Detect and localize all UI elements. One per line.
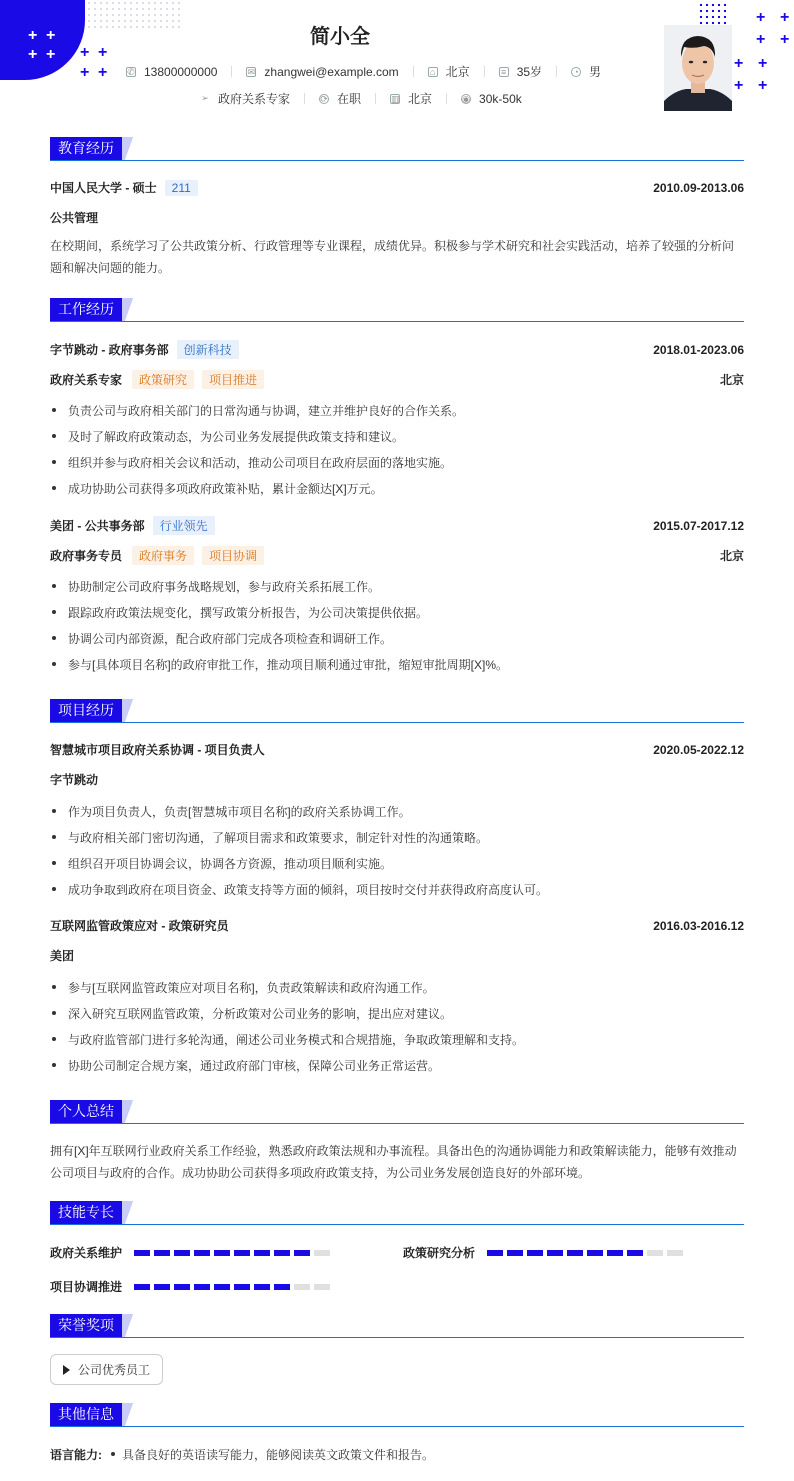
skill-level-bar bbox=[134, 1284, 334, 1290]
job-bullet: 协助制定公司政府事务战略规划，参与政府关系拓展工作。 bbox=[50, 578, 744, 595]
building-icon: ▥ bbox=[391, 93, 400, 104]
section-title-tail bbox=[122, 1403, 136, 1426]
project-header bbox=[50, 917, 744, 934]
skill-level-segment bbox=[254, 1284, 270, 1290]
section-title-tail bbox=[122, 1100, 136, 1123]
candidate-name: 简小全 bbox=[310, 26, 370, 48]
status-item bbox=[319, 90, 361, 107]
project-name: 互联网监管政策应对 - 政策研究员 bbox=[50, 919, 229, 933]
job-city: 北京 bbox=[719, 549, 744, 563]
project-bullet: 组织召开项目协调会议，协调各方资源，推动项目顺利实施。 bbox=[50, 855, 744, 872]
skill-level-segment bbox=[314, 1284, 330, 1290]
language-row bbox=[50, 1446, 744, 1463]
section-title-tail bbox=[122, 298, 136, 321]
role-tag: 项目协调 bbox=[202, 546, 264, 565]
divider bbox=[446, 93, 447, 104]
job-role: 政府事务专员 bbox=[50, 549, 123, 563]
divider bbox=[231, 66, 232, 77]
salary-item bbox=[461, 92, 522, 106]
plus-decoration: + bbox=[758, 77, 768, 94]
triangle-icon bbox=[63, 1365, 70, 1375]
section-title-tail bbox=[122, 699, 136, 722]
target-city-item bbox=[390, 90, 432, 107]
company-tag: 行业领先 bbox=[153, 516, 215, 535]
bullet-dot bbox=[111, 1452, 115, 1456]
gender-item bbox=[571, 63, 601, 80]
job-role-row bbox=[50, 370, 744, 389]
section-title: 技能专长 bbox=[50, 1201, 122, 1224]
plus-decoration: + bbox=[98, 64, 108, 81]
skill-level-segment bbox=[234, 1284, 250, 1290]
skill-level-segment bbox=[134, 1284, 150, 1290]
status-text: 在职 bbox=[337, 92, 362, 106]
skill-level-segment bbox=[214, 1250, 230, 1256]
plus-decoration: + bbox=[734, 77, 744, 94]
location-text: 北京 bbox=[445, 65, 470, 79]
phone-text: 13800000000 bbox=[144, 64, 218, 79]
job-bullet: 协调公司内部资源，配合政府部门完成各项检查和调研工作。 bbox=[50, 630, 744, 647]
skill-level-segment bbox=[294, 1250, 310, 1256]
skill-level-segment bbox=[154, 1284, 170, 1290]
section-title-tail bbox=[122, 137, 136, 160]
award-item bbox=[50, 1354, 163, 1385]
company-name: 美团 - 公共事务部 bbox=[50, 519, 145, 533]
project-org-row bbox=[50, 947, 744, 964]
skill-level-segment bbox=[547, 1250, 563, 1256]
plus-decoration: + bbox=[756, 31, 766, 48]
project-org: 字节跳动 bbox=[50, 773, 99, 787]
job-role-row bbox=[50, 546, 744, 565]
skill-level-segment bbox=[667, 1250, 683, 1256]
skill-level-segment bbox=[527, 1250, 543, 1256]
project-bullet: 与政府相关部门密切沟通，了解项目需求和政策要求，制定针对性的沟通策略。 bbox=[50, 829, 744, 846]
age-icon: ≡ bbox=[499, 67, 509, 77]
salary-text: 30k-50k bbox=[479, 91, 522, 106]
skill-level-segment bbox=[174, 1250, 190, 1256]
section-title-tail bbox=[122, 1314, 136, 1337]
major-name: 公共管理 bbox=[50, 211, 99, 225]
target-position-text: 政府关系专家 bbox=[218, 92, 291, 106]
major-row bbox=[50, 209, 744, 226]
status-icon: ⟳ bbox=[320, 93, 328, 104]
education-row bbox=[50, 179, 744, 196]
section-title: 其他信息 bbox=[50, 1403, 122, 1426]
section-title: 项目经历 bbox=[50, 699, 122, 722]
skills-section bbox=[50, 1201, 744, 1301]
plus-decoration: + bbox=[780, 31, 790, 48]
divider bbox=[484, 66, 485, 77]
skill-level-bar bbox=[487, 1250, 687, 1256]
plus-decoration: + bbox=[28, 46, 38, 63]
gender-icon: ◔ bbox=[571, 67, 581, 77]
project-period: 2020.05-2022.12 bbox=[653, 742, 744, 757]
project-bullet: 深入研究互联网监管政策，分析政策对公司业务的影响，提出应对建议。 bbox=[50, 1005, 744, 1022]
skill-level-segment bbox=[507, 1250, 523, 1256]
home-icon: ⌂ bbox=[428, 67, 438, 77]
job-bullet: 成功协助公司获得多项政府政策补贴，累计金额达[X]万元。 bbox=[50, 480, 744, 497]
location-item bbox=[428, 63, 470, 80]
skill-name: 项目协调推进 bbox=[50, 1280, 123, 1294]
job-period: 2015.07-2017.12 bbox=[653, 518, 744, 533]
skill-level-segment bbox=[487, 1250, 503, 1256]
section-header bbox=[50, 699, 744, 723]
section-header bbox=[50, 1314, 744, 1338]
school-tag: 211 bbox=[165, 180, 198, 196]
skill-level-segment bbox=[154, 1250, 170, 1256]
work-section bbox=[50, 298, 744, 678]
job-bullet: 负责公司与政府相关部门的日常沟通与协调，建立并维护良好的合作关系。 bbox=[50, 402, 744, 419]
divider bbox=[304, 93, 305, 104]
plus-decoration: + bbox=[46, 27, 56, 44]
job-bullet: 组织并参与政府相关会议和活动，推动公司项目在政府层面的落地实施。 bbox=[50, 454, 744, 471]
section-title: 荣誉奖项 bbox=[50, 1314, 122, 1337]
salary-icon: ◉ bbox=[462, 93, 470, 104]
project-org: 美团 bbox=[50, 949, 75, 963]
language-description: 具备良好的英语读写能力，能够阅读英文政策文件和报告。 bbox=[122, 1448, 435, 1462]
skill-level-segment bbox=[174, 1284, 190, 1290]
plus-decoration: + bbox=[98, 44, 108, 61]
project-header bbox=[50, 741, 744, 758]
project-bullet: 参与[互联网监管政策应对项目名称]，负责政策解读和政府沟通工作。 bbox=[50, 979, 744, 996]
plus-decoration: + bbox=[46, 46, 56, 63]
education-period: 2010.09-2013.06 bbox=[653, 180, 744, 195]
language-text bbox=[102, 1446, 434, 1463]
send-icon: ➢ bbox=[201, 92, 209, 103]
skill-level-segment bbox=[587, 1250, 603, 1256]
project-bullet: 协助公司制定合规方案，通过政府部门审核，保障公司业务正常运营。 bbox=[50, 1057, 744, 1074]
education-description: 在校期间，系统学习了公共政策分析、行政管理等专业课程，成绩优异。积极参与学术研究和社会实践活动，培养了较强的分析问题和解决问题的能力。 bbox=[50, 239, 735, 275]
school-name: 中国人民大学 - 硕士 bbox=[50, 181, 157, 195]
target-city-text: 北京 bbox=[408, 92, 433, 106]
section-header bbox=[50, 1201, 744, 1225]
skill-level-bar bbox=[134, 1250, 334, 1256]
skill-level-segment bbox=[607, 1250, 623, 1256]
role-tag: 项目推进 bbox=[202, 370, 264, 389]
summary-section bbox=[50, 1100, 744, 1185]
skill-level-segment bbox=[254, 1250, 270, 1256]
email-item bbox=[246, 65, 398, 79]
project-period: 2016.03-2016.12 bbox=[653, 918, 744, 933]
target-position-item bbox=[200, 90, 290, 107]
projects-section bbox=[50, 699, 744, 1079]
divider bbox=[556, 66, 557, 77]
job-bullet: 跟踪政府政策法规变化，撰写政策分析报告，为公司决策提供依据。 bbox=[50, 604, 744, 621]
skill-level-segment bbox=[274, 1284, 290, 1290]
other-section bbox=[50, 1403, 744, 1473]
job-bullet: 参与[具体项目名称]的政府审批工作，推动项目顺利通过审批，缩短审批周期[X]%。 bbox=[50, 656, 744, 673]
skill-level-segment bbox=[234, 1250, 250, 1256]
email-text: zhangwei@example.com bbox=[264, 64, 399, 79]
education-section bbox=[50, 137, 744, 282]
skill-item bbox=[403, 1244, 687, 1261]
skill-level-segment bbox=[314, 1250, 330, 1256]
plus-decoration: + bbox=[28, 27, 38, 44]
company-name: 字节跳动 - 政府事务部 bbox=[50, 343, 169, 357]
plus-decoration: + bbox=[734, 55, 744, 72]
project-bullet: 与政府监管部门进行多轮沟通，阐述公司业务模式和合规措施，争取政策理解和支持。 bbox=[50, 1031, 744, 1048]
skill-level-segment bbox=[274, 1250, 290, 1256]
role-tag: 政策研究 bbox=[132, 370, 194, 389]
age-item bbox=[499, 63, 542, 80]
plus-decoration: + bbox=[756, 9, 766, 26]
divider bbox=[413, 66, 414, 77]
phone-icon: ✆ bbox=[127, 66, 135, 77]
language-label: 语言能力: bbox=[50, 1448, 102, 1462]
phone-item bbox=[126, 65, 217, 79]
skill-level-segment bbox=[194, 1284, 210, 1290]
section-title-tail bbox=[122, 1201, 136, 1224]
project-bullet: 作为项目负责人，负责[智慧城市项目名称]的政府关系协调工作。 bbox=[50, 803, 744, 820]
section-header bbox=[50, 137, 744, 161]
plus-decoration: + bbox=[758, 55, 768, 72]
skill-level-segment bbox=[134, 1250, 150, 1256]
role-tag: 政府事务 bbox=[132, 546, 194, 565]
section-title: 个人总结 bbox=[50, 1100, 122, 1123]
company-tag: 创新科技 bbox=[177, 340, 239, 359]
skill-item bbox=[50, 1278, 334, 1295]
section-title: 教育经历 bbox=[50, 137, 122, 160]
project-name: 智慧城市项目政府关系协调 - 项目负责人 bbox=[50, 743, 265, 757]
skill-level-segment bbox=[294, 1284, 310, 1290]
job-period: 2018.01-2023.06 bbox=[653, 342, 744, 357]
job-header bbox=[50, 340, 744, 359]
section-header bbox=[50, 1403, 744, 1427]
skill-level-segment bbox=[567, 1250, 583, 1256]
summary-text: 拥有[X]年互联网行业政府关系工作经验，熟悉政府政策法规和办事流程。具备出色的沟通协调能力和政策解读能力，能够有效推动公司项目与政府的合作。成功协助公司获得多项政府政策支持，为公司业务发展创造良好的外部环境。 bbox=[50, 1144, 737, 1180]
divider bbox=[375, 93, 376, 104]
awards-section bbox=[50, 1314, 744, 1344]
contact-row bbox=[126, 63, 615, 80]
project-org-row bbox=[50, 771, 744, 788]
section-title: 工作经历 bbox=[50, 298, 122, 321]
plus-decoration: + bbox=[80, 64, 90, 81]
skill-level-segment bbox=[194, 1250, 210, 1256]
job-header bbox=[50, 516, 744, 535]
skill-item bbox=[50, 1244, 334, 1261]
intention-row bbox=[200, 90, 536, 107]
project-bullet: 成功争取到政府在项目资金、政策支持等方面的倾斜，项目按时交付并获得政府高度认可。 bbox=[50, 881, 744, 898]
mail-icon: ✉ bbox=[247, 66, 256, 77]
gender-text: 男 bbox=[589, 65, 602, 79]
plus-decoration: + bbox=[80, 44, 90, 61]
job-city: 北京 bbox=[719, 373, 744, 387]
award-name: 公司优秀员工 bbox=[78, 1363, 151, 1377]
skill-level-segment bbox=[627, 1250, 643, 1256]
skill-level-segment bbox=[647, 1250, 663, 1256]
skill-name: 政策研究分析 bbox=[403, 1246, 476, 1260]
job-bullet: 及时了解政府政策动态，为公司业务发展提供政策支持和建议。 bbox=[50, 428, 744, 445]
job-role: 政府关系专家 bbox=[50, 373, 123, 387]
age-text: 35岁 bbox=[516, 65, 543, 79]
skill-name: 政府关系维护 bbox=[50, 1246, 123, 1260]
plus-decoration: + bbox=[780, 9, 790, 26]
skill-level-segment bbox=[214, 1284, 230, 1290]
section-header bbox=[50, 1100, 744, 1124]
section-header bbox=[50, 298, 744, 322]
